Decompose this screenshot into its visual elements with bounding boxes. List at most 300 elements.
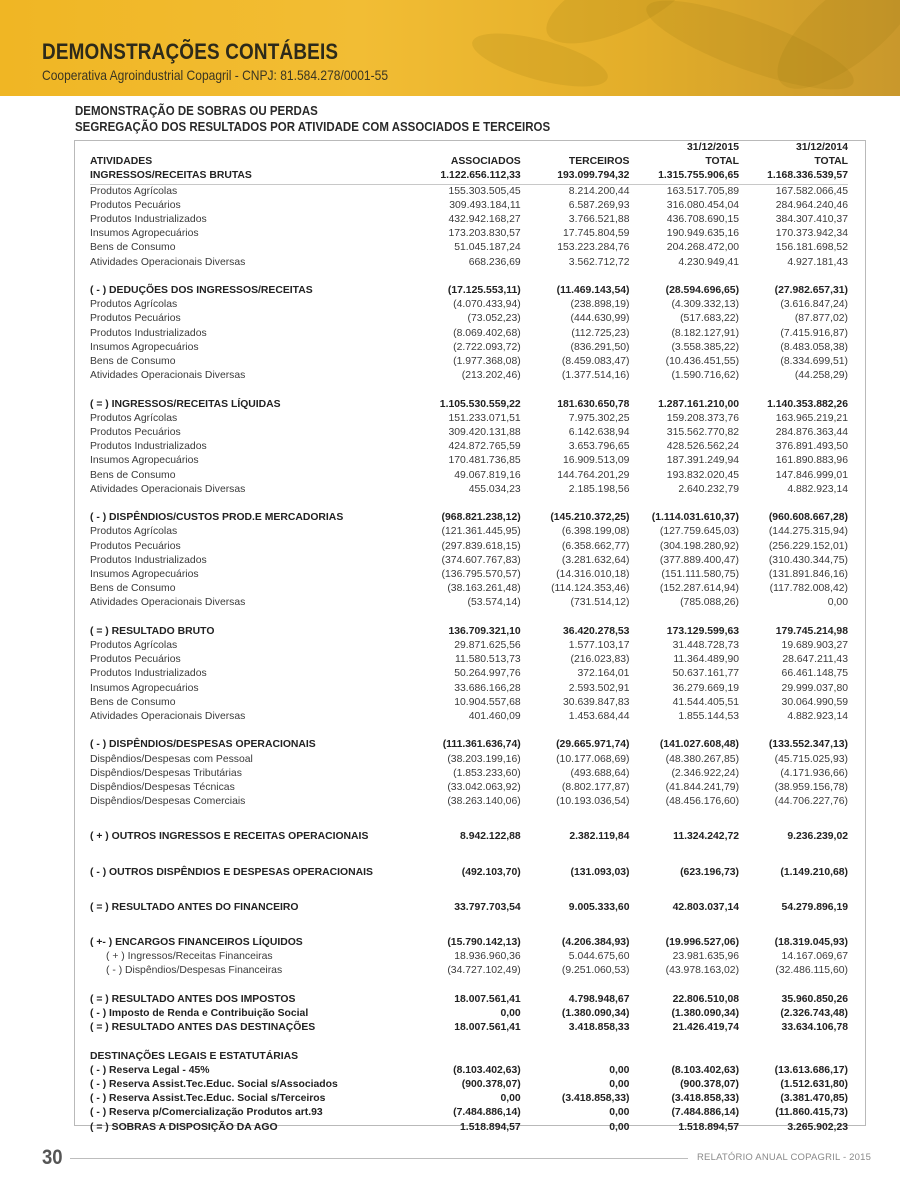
table-row xyxy=(90,426,848,440)
row-value: (785.088,26) xyxy=(680,597,740,609)
row-label: Produtos Pecuários xyxy=(90,654,181,666)
row-label: Insumos Agropecuários xyxy=(90,341,199,353)
page-subtitle: Cooperativa Agroindustrial Copagril - CNPJ: 81.584.278/0001-55 xyxy=(42,67,389,83)
row-label: Produtos Industrializados xyxy=(90,668,207,680)
row-label: ( = ) RESULTADO ANTES DAS DESTINAÇÕES xyxy=(90,1022,316,1034)
row-value: (374.607.767,83) xyxy=(441,554,521,566)
row-value: 2.382.119,84 xyxy=(569,831,630,843)
row-value: (112.725,23) xyxy=(571,327,630,339)
row-value: 2.593.502,91 xyxy=(568,682,630,694)
row-value: 204.268.472,00 xyxy=(666,242,740,254)
table-row xyxy=(90,213,848,227)
row-value: (34.727.102,49) xyxy=(447,965,521,977)
row-value: 10.904.557,68 xyxy=(454,696,521,708)
row-value: 1.122.656.112,33 xyxy=(430,169,521,184)
row-value: (127.759.645,03) xyxy=(659,526,740,538)
table-section-row xyxy=(90,830,848,844)
row-label: Dispêndios/Despesas Comerciais xyxy=(90,796,246,808)
row-value: (3.418.858,33) xyxy=(561,1093,630,1105)
row-value: (53.574,14) xyxy=(467,597,521,609)
date-2015: 31/12/2015 xyxy=(687,142,740,153)
row-value: 9.236.239,02 xyxy=(787,831,848,843)
row-value: 316.080.454,04 xyxy=(666,199,740,211)
table-row xyxy=(90,667,848,681)
table-row xyxy=(90,184,848,199)
row-label: Produtos Pecuários xyxy=(90,427,181,439)
row-value: 49.067.819,16 xyxy=(454,469,521,481)
row-value: 170.481.736,85 xyxy=(448,455,521,467)
row-value: 1.453.684,44 xyxy=(568,711,630,723)
row-value: (7.484.886,14) xyxy=(453,1107,521,1119)
row-value: 1.168.336.539,57 xyxy=(739,169,848,184)
row-value: (15.790.142,13) xyxy=(447,937,521,949)
spacer-row xyxy=(90,880,848,901)
table-section-row xyxy=(90,1121,848,1135)
row-value: 18.007.561,41 xyxy=(454,993,521,1005)
table-section-row xyxy=(90,398,848,412)
row-value: (297.839.618,15) xyxy=(441,540,521,552)
row-value: (141.027.608,48) xyxy=(659,739,740,751)
row-label: Atividades Operacionais Diversas xyxy=(90,370,246,382)
table-row xyxy=(90,355,848,369)
row-value: 30.064.990,59 xyxy=(781,696,848,708)
row-value: (10.193.036,54) xyxy=(556,796,630,808)
table-section-row xyxy=(90,936,848,950)
row-value: 0,00 xyxy=(609,1121,630,1133)
row-value: (121.361.445,95) xyxy=(441,526,521,538)
row-value: (38.163.261,48) xyxy=(447,583,521,595)
table-row xyxy=(90,795,848,809)
date-header-row xyxy=(90,141,848,155)
spacer-row xyxy=(90,979,848,993)
row-value: 11.324.242,72 xyxy=(673,831,740,843)
row-value xyxy=(629,1050,739,1064)
row-value: (11.469.143,54) xyxy=(556,285,630,297)
row-value: 4.798.948,67 xyxy=(568,993,630,1005)
row-label: INGRESSOS/RECEITAS BRUTAS xyxy=(90,169,430,184)
row-label: Atividades Operacionais Diversas xyxy=(90,483,246,495)
row-value: (216.023,83) xyxy=(570,654,630,666)
date-2014: 31/12/2014 xyxy=(795,142,848,153)
row-value xyxy=(521,1050,630,1064)
row-value: 284.964.240,46 xyxy=(775,199,848,211)
table-row xyxy=(90,964,848,978)
row-value: (256.229.152,01) xyxy=(768,540,848,552)
row-value: 33.686.166,28 xyxy=(454,682,521,694)
row-value: 3.653.796,65 xyxy=(568,441,630,453)
row-value: 1.105.530.559,22 xyxy=(439,398,521,410)
row-value: (8.459.083,47) xyxy=(561,356,630,368)
row-value: 41.544.405,51 xyxy=(672,696,740,708)
table-row xyxy=(90,639,848,653)
row-value: 147.846.999,01 xyxy=(775,469,848,481)
table-row xyxy=(90,525,848,539)
page-number: 30 xyxy=(42,1146,63,1169)
row-value: (48.380.267,85) xyxy=(665,753,740,765)
row-value: (38.263.140,06) xyxy=(447,796,521,808)
row-value: 11.364.489,90 xyxy=(673,654,740,666)
row-value: (114.124.353,46) xyxy=(551,583,630,595)
row-value: 155.303.505,45 xyxy=(448,185,521,197)
row-value: 4.230.949,41 xyxy=(678,256,740,268)
row-value: 1.518.894,57 xyxy=(460,1121,521,1133)
row-value: (44.258,29) xyxy=(794,370,848,382)
row-value: (4.070.433,94) xyxy=(453,299,521,311)
row-value: (8.182.127,91) xyxy=(671,327,740,339)
row-value: 309.420.131,88 xyxy=(448,427,521,439)
row-value: (1.380.090,34) xyxy=(561,1008,630,1020)
row-label: Bens de Consumo xyxy=(90,469,176,481)
row-value: (960.608.667,28) xyxy=(768,512,848,524)
table-section-row xyxy=(90,1050,848,1064)
row-label: Produtos Agrícolas xyxy=(90,185,178,197)
row-label: Produtos Industrializados xyxy=(90,441,207,453)
row-value: 1.287.161.210,00 xyxy=(658,398,740,410)
row-value: 8.214.200,44 xyxy=(568,185,630,197)
row-value: 4.882.923,14 xyxy=(787,483,848,495)
row-value: (4.206.384,93) xyxy=(561,937,630,949)
row-value: 8.942.122,88 xyxy=(460,831,521,843)
row-value: (310.430.344,75) xyxy=(768,554,848,566)
column-header-associados: ASSOCIADOS xyxy=(450,156,521,168)
row-value: 42.803.037,14 xyxy=(672,901,740,913)
row-value: 3.562.712,72 xyxy=(568,256,630,268)
table-row xyxy=(90,696,848,710)
row-label: ( - ) DEDUÇÕES DOS INGRESSOS/RECEITAS xyxy=(90,285,313,297)
row-value: 17.745.804,59 xyxy=(563,228,630,240)
table-row xyxy=(90,298,848,312)
row-value: (1.512.631,80) xyxy=(780,1079,848,1091)
row-value: (73.052,23) xyxy=(467,313,521,325)
row-label: Dispêndios/Despesas Tributárias xyxy=(90,767,242,779)
row-value: 136.709.321,10 xyxy=(448,625,521,637)
row-value: 30.639.847,83 xyxy=(563,696,630,708)
row-value: 3.766.521,88 xyxy=(568,214,630,226)
row-value: (111.361.636,74) xyxy=(442,739,521,751)
column-header-terceiros: TERCEIROS xyxy=(568,156,630,168)
row-value: (152.287.614,94) xyxy=(659,583,740,595)
row-value: (8.103.402,63) xyxy=(453,1064,521,1076)
row-value: (18.319.045,93) xyxy=(774,937,848,949)
row-value: (4.309.332,13) xyxy=(671,299,740,311)
row-value: (623.196,73) xyxy=(680,866,740,878)
table-row xyxy=(90,312,848,326)
table-section-row xyxy=(90,511,848,525)
row-value: (517.683,22) xyxy=(680,313,740,325)
row-value: (14.316.010,18) xyxy=(556,569,630,581)
table-section-row xyxy=(90,1092,848,1106)
row-value: (8.802.177,87) xyxy=(561,782,630,794)
row-value: 36.279.669,19 xyxy=(672,682,740,694)
row-value: (3.418.858,33) xyxy=(671,1093,740,1105)
column-header-total-2015: TOTAL xyxy=(705,156,740,168)
table-row xyxy=(90,256,848,270)
row-value: 21.426.419,74 xyxy=(672,1022,740,1034)
row-value: 50.637.161,77 xyxy=(672,668,740,680)
row-label: Produtos Industrializados xyxy=(90,327,207,339)
row-value: 3.265.902,23 xyxy=(787,1121,848,1133)
row-value: 5.044.675,60 xyxy=(568,951,630,963)
row-value: 6.587.269,93 xyxy=(568,199,630,211)
column-header-row xyxy=(90,155,848,169)
row-value: (8.069.402,68) xyxy=(453,327,521,339)
row-value: 3.418.858,33 xyxy=(568,1022,630,1034)
row-value: 1.855.144,53 xyxy=(678,711,740,723)
table-section-row xyxy=(90,1007,848,1021)
row-value: (133.552.347,13) xyxy=(768,739,848,751)
row-label: Produtos Pecuários xyxy=(90,199,181,211)
row-value: 1.140.353.882,26 xyxy=(767,398,848,410)
row-label: DESTINAÇÕES LEGAIS E ESTATUTÁRIAS xyxy=(90,1050,299,1062)
table-section-row xyxy=(90,1106,848,1120)
row-label: Produtos Industrializados xyxy=(90,554,207,566)
table-row xyxy=(90,440,848,454)
row-value: 16.909.513,09 xyxy=(563,455,630,467)
row-value: (4.171.936,66) xyxy=(780,767,848,779)
table-row xyxy=(90,554,848,568)
row-value: (10.436.451,55) xyxy=(665,356,740,368)
row-value: (43.978.163,02) xyxy=(665,965,740,977)
row-value: (1.114.031.610,37) xyxy=(651,512,740,524)
row-value: (87.877,02) xyxy=(794,313,848,325)
table-section-row xyxy=(90,866,848,880)
row-value: (11.860.415,73) xyxy=(775,1107,848,1119)
row-value: 0,00 xyxy=(609,1107,630,1119)
row-value: (10.177.068,69) xyxy=(556,753,630,765)
row-value: 66.461.148,75 xyxy=(781,668,848,680)
spacer-row xyxy=(90,809,848,830)
table-row xyxy=(90,540,848,554)
row-value: 144.764.201,29 xyxy=(557,469,630,481)
table-section-row xyxy=(90,738,848,752)
row-value: (377.889.400,47) xyxy=(659,554,740,566)
row-value: (8.334.699,51) xyxy=(780,356,848,368)
row-label: Produtos Agrícolas xyxy=(90,299,178,311)
row-label: Bens de Consumo xyxy=(90,696,176,708)
row-value: 36.420.278,53 xyxy=(563,625,630,637)
spacer-row xyxy=(90,497,848,511)
row-value: 284.876.363,44 xyxy=(775,427,848,439)
column-header-total-2014: TOTAL xyxy=(814,156,848,168)
row-value: 173.203.830,57 xyxy=(448,228,521,240)
table-row xyxy=(90,341,848,355)
row-value: 372.164,01 xyxy=(577,668,630,680)
table-row xyxy=(90,682,848,696)
row-label: Insumos Agropecuários xyxy=(90,228,199,240)
row-value: (731.514,12) xyxy=(570,597,630,609)
row-value: 668.236,69 xyxy=(468,256,521,268)
table-section-row xyxy=(90,1021,848,1035)
row-label: Atividades Operacionais Diversas xyxy=(90,597,246,609)
row-value: 0,00 xyxy=(609,1079,630,1091)
row-label: ( = ) RESULTADO ANTES DOS IMPOSTOS xyxy=(90,993,296,1005)
row-label: Bens de Consumo xyxy=(90,583,176,595)
table-row xyxy=(90,241,848,255)
row-label: ( - ) Reserva Assist.Tec.Educ. Social s/Terceiros xyxy=(90,1093,326,1105)
footer-divider xyxy=(70,1158,688,1159)
table-section-row xyxy=(90,1064,848,1078)
row-label: ( - ) OUTROS DISPÊNDIOS E DESPESAS OPERACIONAIS xyxy=(90,866,373,878)
row-label: Produtos Agrícolas xyxy=(90,412,178,424)
row-label: Dispêndios/Despesas com Pessoal xyxy=(90,753,253,765)
spacer-row xyxy=(90,845,848,866)
row-value: 163.517.705,89 xyxy=(666,185,740,197)
table-row xyxy=(90,582,848,596)
row-value: 193.099.794,32 xyxy=(521,169,630,184)
row-value: 35.960.850,26 xyxy=(781,993,848,1005)
row-value: (27.982.657,31) xyxy=(774,285,848,297)
table-row xyxy=(90,199,848,213)
row-value: 29.999.037,80 xyxy=(781,682,848,694)
table-row xyxy=(90,568,848,582)
page-title: DEMONSTRAÇÕES CONTÁBEIS xyxy=(42,39,339,64)
row-value: 33.634.106,78 xyxy=(781,1022,848,1034)
row-value: (3.616.847,24) xyxy=(780,299,848,311)
report-heading: DEMONSTRAÇÃO DE SOBRAS OU PERDAS xyxy=(75,104,318,118)
row-value: (1.853.233,60) xyxy=(453,767,521,779)
row-value: 190.949.635,16 xyxy=(666,228,740,240)
table-row xyxy=(90,412,848,426)
row-value: 2.185.198,56 xyxy=(568,483,630,495)
table-section-row xyxy=(90,169,848,184)
table-section-row xyxy=(90,284,848,298)
row-value: 167.582.066,45 xyxy=(775,185,848,197)
row-value: (17.125.553,11) xyxy=(447,285,521,297)
row-value: (2.722.093,72) xyxy=(453,341,521,353)
row-value: (213.202,46) xyxy=(461,370,521,382)
row-value: 33.797.703,54 xyxy=(454,901,521,913)
row-label: Produtos Agrícolas xyxy=(90,640,178,652)
row-value: (1.377.514,16) xyxy=(561,370,630,382)
row-value: (38.959.156,78) xyxy=(774,782,848,794)
row-value: 28.647.211,43 xyxy=(782,654,848,666)
row-value: (7.484.886,14) xyxy=(671,1107,740,1119)
row-value: 22.806.510,08 xyxy=(672,993,740,1005)
table-row xyxy=(90,483,848,497)
row-value: 455.034,23 xyxy=(468,483,521,495)
table-row xyxy=(90,767,848,781)
row-value: (117.782.008,42) xyxy=(769,583,848,595)
row-value: 153.223.284,76 xyxy=(557,242,630,254)
row-value: 159.208.373,76 xyxy=(666,412,740,424)
spacer-row xyxy=(90,724,848,738)
table-row xyxy=(90,710,848,724)
row-value: 193.832.020,45 xyxy=(666,469,740,481)
row-value: (48.456.176,60) xyxy=(665,796,740,808)
table-row xyxy=(90,369,848,383)
row-value: 1.577.103,17 xyxy=(568,640,630,652)
row-label: Produtos Agrícolas xyxy=(90,526,178,538)
row-label: ( - ) DISPÊNDIOS/CUSTOS PROD.E MERCADORIAS xyxy=(90,512,344,524)
row-value: 309.493.184,11 xyxy=(449,199,521,211)
row-value: (900.378,07) xyxy=(680,1079,740,1091)
row-label: Bens de Consumo xyxy=(90,242,176,254)
row-value: (29.665.971,74) xyxy=(556,739,630,751)
row-value: 7.975.302,25 xyxy=(568,412,630,424)
row-value xyxy=(430,1050,521,1064)
row-value: (28.594.696,65) xyxy=(665,285,740,297)
row-value: 51.045.187,24 xyxy=(454,242,521,254)
table-row xyxy=(90,653,848,667)
row-label: ( - ) Imposto de Renda e Contribuição Social xyxy=(90,1008,309,1020)
table-row xyxy=(90,454,848,468)
row-value: (492.103,70) xyxy=(461,866,521,878)
row-value: (2.326.743,48) xyxy=(780,1008,848,1020)
row-value: 19.689.903,27 xyxy=(781,640,848,652)
row-value: 181.630.650,78 xyxy=(557,398,630,410)
table-section-row xyxy=(90,901,848,915)
row-value: (44.706.227,76) xyxy=(774,796,848,808)
row-value: 187.391.249,94 xyxy=(666,455,740,467)
row-value: 0,00 xyxy=(500,1093,521,1105)
row-value: (6.398.199,08) xyxy=(561,526,630,538)
row-label: Insumos Agropecuários xyxy=(90,569,199,581)
report-subheading: SEGREGAÇÃO DOS RESULTADOS POR ATIVIDADE COM ASSOCIADOS E TERCEIROS xyxy=(75,120,551,134)
row-label: Dispêndios/Despesas Técnicas xyxy=(90,782,235,794)
row-value: (144.275.315,94) xyxy=(768,526,848,538)
spacer-row xyxy=(90,611,848,625)
row-label: ( - ) DISPÊNDIOS/DESPESAS OPERACIONAIS xyxy=(90,739,316,751)
row-value: (13.613.686,17) xyxy=(774,1064,848,1076)
row-value: 1.518.894,57 xyxy=(678,1121,740,1133)
row-value: 384.307.410,37 xyxy=(775,214,848,226)
row-label: Insumos Agropecuários xyxy=(90,682,199,694)
row-value: (6.358.662,77) xyxy=(561,540,630,552)
row-value: (836.291,50) xyxy=(570,341,630,353)
row-label: ( - ) Reserva Assist.Tec.Educ. Social s/Associados xyxy=(90,1079,338,1091)
statement-table xyxy=(90,141,848,1135)
table-section-row xyxy=(90,1078,848,1092)
row-value: 401.460,09 xyxy=(468,711,521,723)
row-value: 424.872.765,59 xyxy=(448,441,521,453)
row-value: (32.486.115,60) xyxy=(775,965,848,977)
row-label: Produtos Pecuários xyxy=(90,313,181,325)
row-value: (1.977.368,08) xyxy=(453,356,521,368)
row-value: 163.965.219,21 xyxy=(775,412,848,424)
row-value: 170.373.942,34 xyxy=(775,228,848,240)
row-label: Atividades Operacionais Diversas xyxy=(90,711,246,723)
row-value: (136.795.570,57) xyxy=(441,569,521,581)
row-label: Produtos Industrializados xyxy=(90,214,207,226)
row-value: (9.251.060,53) xyxy=(561,965,630,977)
row-label: Atividades Operacionais Diversas xyxy=(90,256,246,268)
row-value: 23.981.635,96 xyxy=(672,951,740,963)
row-value: 432.942.168,27 xyxy=(448,214,521,226)
row-value: 436.708.690,15 xyxy=(666,214,740,226)
row-value: (493.688,64) xyxy=(570,767,630,779)
spacer-row xyxy=(90,915,848,936)
row-value: (238.898,19) xyxy=(570,299,630,311)
row-value: (8.103.402,63) xyxy=(671,1064,740,1076)
row-value xyxy=(739,1050,848,1064)
row-value: (131.093,03) xyxy=(570,866,630,878)
table-section-row xyxy=(90,993,848,1007)
row-label: ( = ) RESULTADO BRUTO xyxy=(90,625,215,637)
table-row xyxy=(90,227,848,241)
row-value: 29.871.625,56 xyxy=(454,640,521,652)
row-label: Insumos Agropecuários xyxy=(90,455,199,467)
row-value: (3.381.470,85) xyxy=(780,1093,848,1105)
row-value: 18.007.561,41 xyxy=(454,1022,521,1034)
row-value: (131.891.846,16) xyxy=(768,569,848,581)
table-row xyxy=(90,469,848,483)
row-value: 161.890.883,96 xyxy=(775,455,848,467)
row-value: 428.526.562,24 xyxy=(666,441,740,453)
spacer-row xyxy=(90,1035,848,1049)
row-value: (3.558.385,22) xyxy=(671,341,740,353)
row-value: 54.279.896,19 xyxy=(781,901,848,913)
row-value: (968.821.238,12) xyxy=(441,512,521,524)
